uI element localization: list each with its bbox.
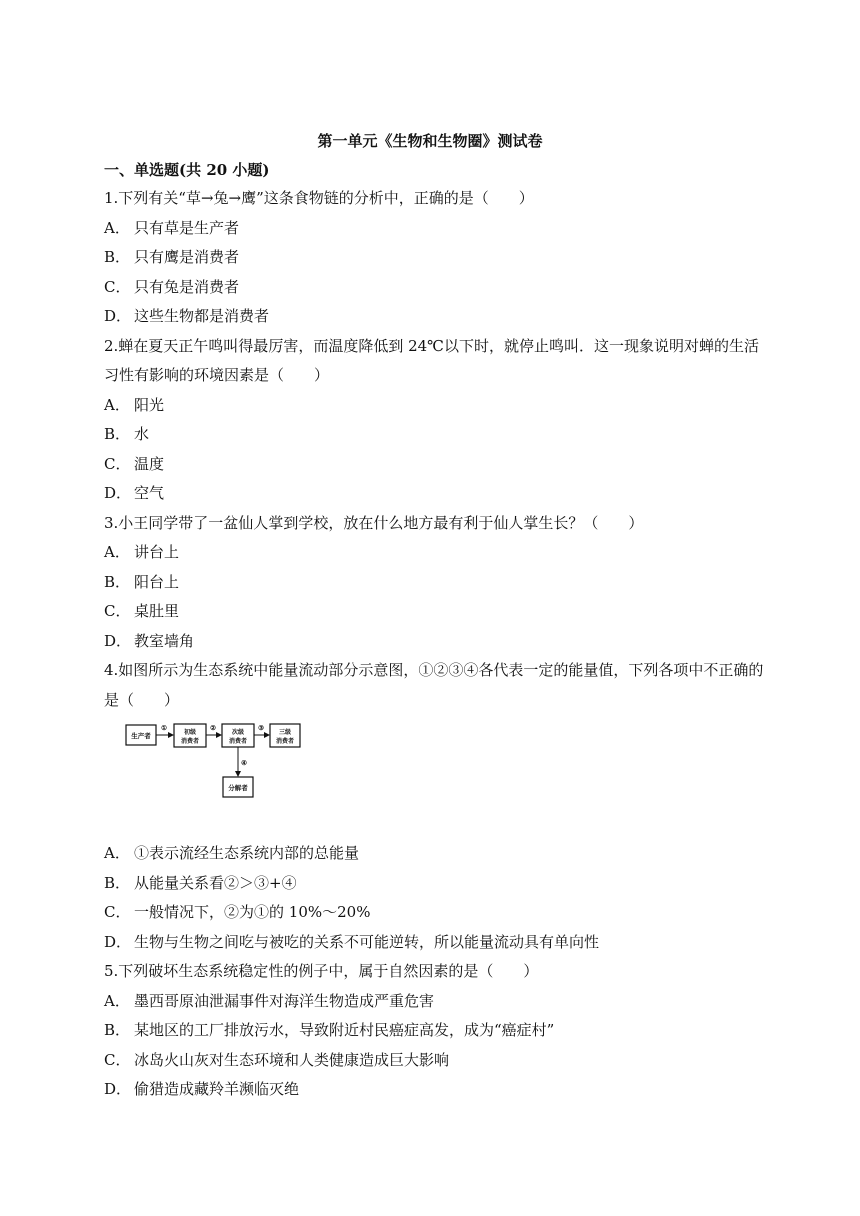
option-d — [104, 627, 764, 657]
option-letter: B． — [104, 572, 131, 591]
option-text: 某地区的工厂排放污水，导致附近村民癌症高发，成为“癌症村” — [134, 1021, 555, 1039]
option-letter: B． — [104, 425, 131, 443]
option-text: 水 — [134, 425, 150, 443]
tertiary-consumer-label-2: 消费者 — [275, 738, 295, 745]
energy-flow-diagram — [104, 715, 764, 839]
option-letter: C． — [104, 277, 131, 296]
option-c — [104, 450, 764, 480]
option-letter: D． — [104, 1080, 132, 1098]
option-text: 从能量关系看②＞③+④ — [134, 873, 297, 892]
option-b — [104, 1016, 764, 1046]
option-b — [104, 420, 764, 450]
question-list — [104, 184, 764, 1105]
option-b — [104, 869, 764, 899]
option-a — [104, 839, 764, 869]
option-c — [104, 898, 764, 928]
option-d — [104, 1075, 764, 1105]
option-letter: C． — [104, 602, 131, 620]
option-letter: D． — [104, 307, 132, 325]
option-text: ①表示流经生态系统内部的总能量 — [134, 844, 360, 862]
option-letter: D． — [104, 631, 132, 650]
section-heading: 一、单选题(共 20 小题) — [104, 161, 270, 179]
primary-consumer-label-2: 消费者 — [180, 738, 200, 745]
option-text: 只有草是生产者 — [134, 218, 240, 237]
option-text: 教室墙角 — [134, 631, 195, 650]
option-c — [104, 273, 764, 303]
energy-flow-svg — [124, 719, 304, 801]
option-letter: A． — [104, 844, 130, 862]
question-4 — [104, 656, 764, 957]
question-3 — [104, 509, 764, 657]
option-text: 一般情况下，②为①的 10%～20% — [134, 903, 371, 921]
option-text: 生物与生物之间吃与被吃的关系不可能逆转，所以能量流动具有单向性 — [134, 932, 600, 951]
option-c — [104, 597, 764, 627]
option-d — [104, 479, 764, 509]
option-text: 桌肚里 — [134, 602, 180, 620]
producer-label: 生产者 — [131, 732, 151, 740]
question-stem: 3.小王同学带了一盆仙人掌到学校，放在什么地方最有利于仙人掌生长？（ ） — [104, 513, 644, 532]
option-letter: C． — [104, 454, 131, 473]
question-stem: 4.如图所示为生态系统中能量流动部分示意图，①②③④各代表一定的能量值，下列各项中不正确的是（ ） — [104, 661, 764, 709]
option-a — [104, 391, 764, 421]
option-letter: D． — [104, 484, 132, 502]
question-1 — [104, 184, 764, 332]
option-letter: A． — [104, 218, 130, 237]
option-a — [104, 987, 764, 1017]
option-letter: A． — [104, 395, 130, 414]
question-2 — [104, 332, 764, 509]
option-a — [104, 538, 764, 568]
option-letter: B． — [104, 873, 131, 892]
secondary-consumer-label-1: 次级 — [231, 729, 245, 736]
option-c — [104, 1046, 764, 1076]
option-text: 偷猎造成藏羚羊濒临灭绝 — [134, 1080, 300, 1098]
question-stem: 2.蝉在夏天正午鸣叫得最厉害，而温度降低到 24℃以下时，就停止鸣叫．这一现象说明对蝉的生活习性有影响的环境因素是（ ） — [104, 336, 759, 384]
option-letter: A． — [104, 991, 130, 1010]
question-5 — [104, 957, 764, 1105]
tertiary-consumer-label-1: 三级 — [278, 729, 292, 736]
option-text: 只有鹰是消费者 — [134, 248, 240, 266]
option-text: 空气 — [134, 484, 165, 502]
option-letter: C． — [104, 903, 131, 921]
option-text: 只有兔是消费者 — [134, 277, 240, 296]
option-text: 冰岛火山灰对生态环境和人类健康造成巨大影响 — [134, 1050, 450, 1069]
option-b — [104, 243, 764, 273]
option-d — [104, 928, 764, 958]
page-title: 第一单元《生物和生物圈》测试卷 — [317, 132, 543, 150]
question-stem: 1.下列有关“草→兔→鹰”这条食物链的分析中，正确的是（ ） — [104, 189, 534, 207]
option-text: 阳光 — [134, 395, 165, 414]
decomposer-label: 分解者 — [228, 784, 248, 792]
option-text: 温度 — [134, 454, 165, 473]
question-stem: 5.下列破坏生态系统稳定性的例子中，属于自然因素的是（ ） — [104, 962, 539, 980]
secondary-consumer-label-2: 消费者 — [228, 738, 248, 745]
option-letter: B． — [104, 1021, 131, 1039]
arrow-label-2: ② — [210, 724, 216, 732]
option-text: 阳台上 — [134, 572, 180, 591]
option-letter: A． — [104, 543, 130, 561]
option-text: 墨西哥原油泄漏事件对海洋生物造成严重危害 — [134, 991, 435, 1010]
arrow-label-3: ③ — [258, 724, 264, 732]
option-b — [104, 568, 764, 598]
option-letter: B． — [104, 248, 131, 266]
arrow-label-4: ④ — [241, 759, 247, 767]
option-a — [104, 214, 764, 244]
option-text: 讲台上 — [134, 543, 180, 561]
primary-consumer-label-1: 初级 — [183, 729, 197, 736]
option-letter: D． — [104, 932, 132, 951]
option-text: 这些生物都是消费者 — [134, 307, 270, 325]
arrow-label-1: ① — [161, 724, 167, 732]
option-d — [104, 302, 764, 332]
option-letter: C． — [104, 1050, 131, 1069]
